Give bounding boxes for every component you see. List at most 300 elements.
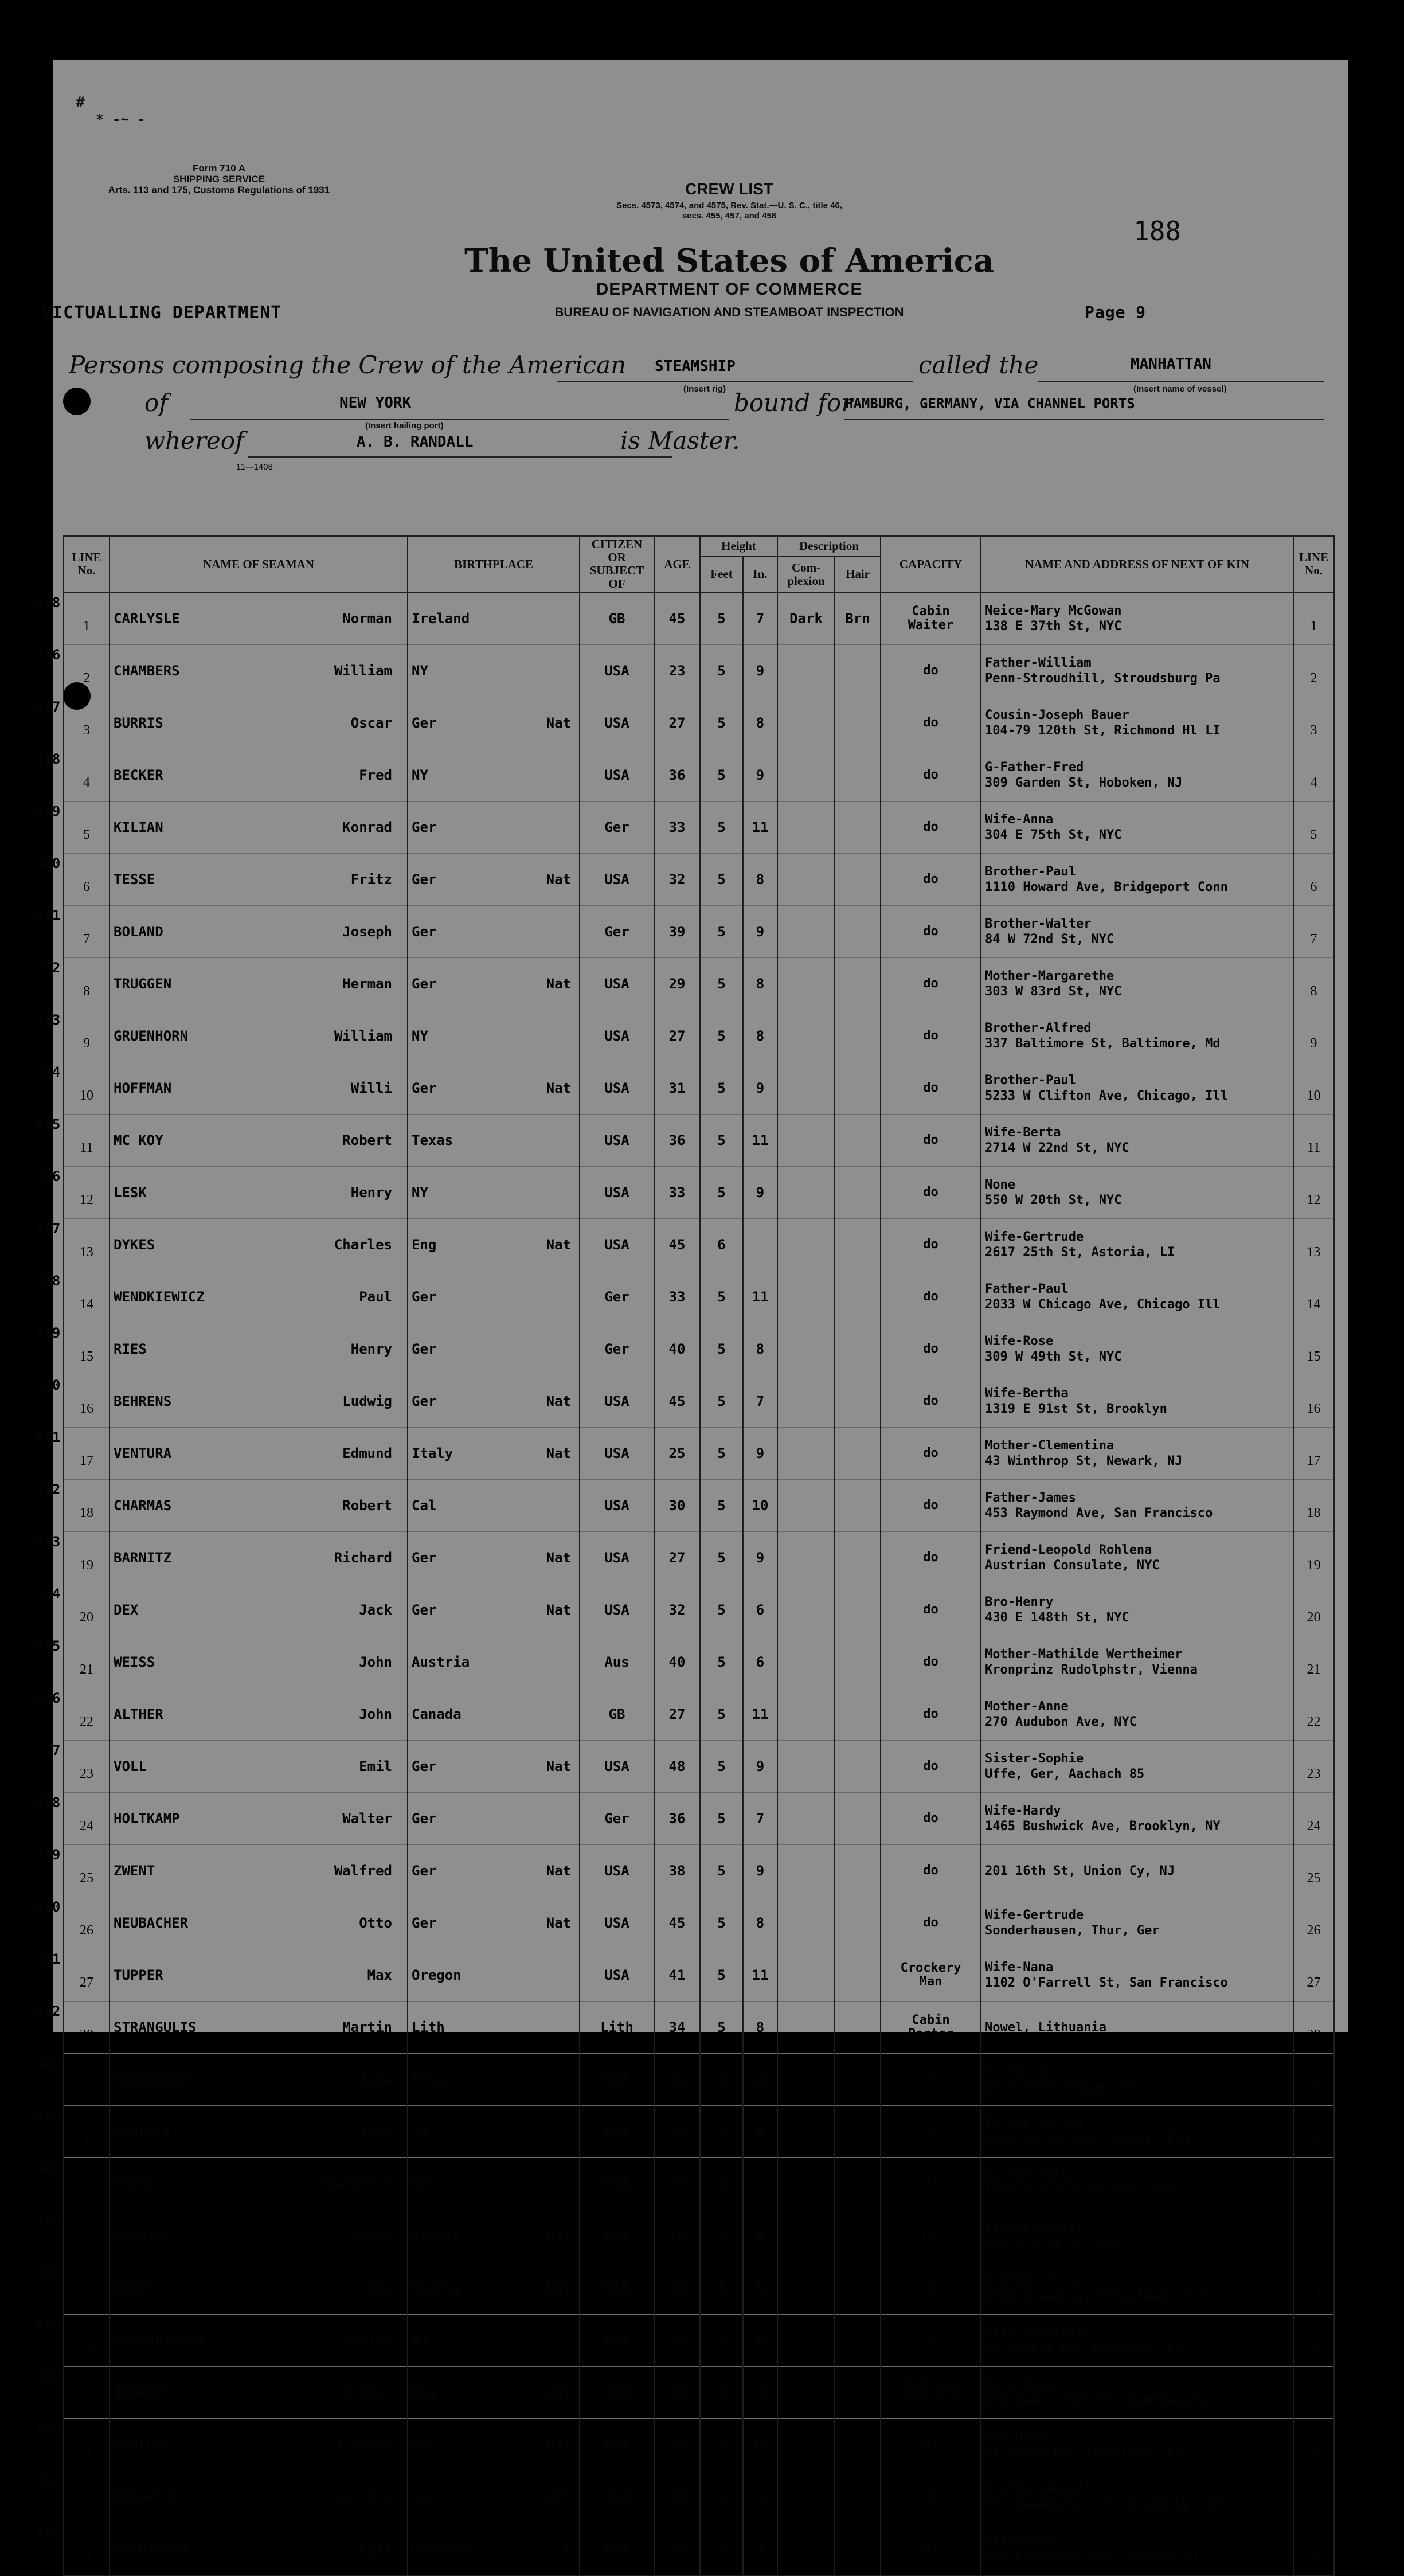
next-of-kin-line: Wife-Bertha <box>985 1386 1069 1401</box>
capacity: do <box>923 872 938 886</box>
crew-cell <box>835 2523 881 2576</box>
naturalized-flag: Nat <box>546 1080 571 1096</box>
capacity: do <box>923 1550 938 1565</box>
age: 45 <box>668 1393 686 1409</box>
line-number: 37 <box>80 2497 93 2512</box>
header-hair: Hair <box>835 556 881 592</box>
crew-cell <box>700 2419 743 2471</box>
crew-cell <box>36 1532 109 1584</box>
next-of-kin-line: 1338 SW 2nd Ave, Miami, Fla <box>985 2132 1190 2147</box>
crew-cell <box>700 1897 743 1949</box>
birthplace: Ger <box>412 871 437 888</box>
seaman-given-name: Robert <box>342 1132 392 1148</box>
height-inches: 8 <box>756 715 765 731</box>
height-feet: 5 <box>717 1445 726 1461</box>
crew-cell <box>835 2158 881 2210</box>
birthplace: Ger <box>412 1289 437 1305</box>
seaman-given-name: Wesley <box>342 2332 392 2348</box>
next-of-kin-line: Brother-August <box>985 2482 1092 2496</box>
crew-cell <box>700 1219 743 1271</box>
birthplace: Austria <box>412 1654 470 1670</box>
crew-cell <box>654 2054 700 2106</box>
seaman-surname: OERMANNS <box>114 2489 180 2505</box>
crew-cell <box>580 958 654 1010</box>
crew-cell <box>1293 1219 1334 1271</box>
crew-cell <box>981 2002 1293 2054</box>
crew-cell <box>580 2106 654 2158</box>
crew-cell <box>1293 802 1334 854</box>
crew-cell <box>743 1897 777 1949</box>
next-of-kin-line: Wife-Hardy <box>985 1804 1061 1818</box>
crew-cell <box>777 1480 835 1532</box>
seaman-surname: TUPPER <box>114 1967 163 1983</box>
crew-cell <box>743 2106 777 2158</box>
crew-cell <box>835 1636 881 1688</box>
next-of-kin-line: Wife-Nana <box>985 2534 1054 2548</box>
capacity: Cabin <box>912 2013 950 2027</box>
age: 23 <box>668 2176 686 2192</box>
crew-cell <box>777 1793 835 1845</box>
seaman-given-name: Richard <box>334 2437 392 2453</box>
crew-row <box>64 2210 1334 2262</box>
capacity: Crockery <box>900 1961 961 1975</box>
line-number: 18 <box>80 1506 93 1520</box>
capacity: do <box>923 2333 938 2347</box>
crew-cell <box>654 2315 700 2367</box>
crew-cell <box>580 1793 654 1845</box>
crew-cell <box>109 854 408 906</box>
birthplace: Ger <box>412 715 437 731</box>
citizenship: Ger <box>604 1811 629 1827</box>
whereof-label: whereof <box>144 427 244 455</box>
crew-cell <box>580 1480 654 1532</box>
crew-cell <box>36 1636 109 1688</box>
citizenship: Lith <box>600 2019 633 2035</box>
crew-cell <box>777 2315 835 2367</box>
crew-cell <box>981 1584 1293 1636</box>
crew-cell <box>835 1949 881 2002</box>
line-number: 9 <box>83 1036 90 1051</box>
line-number-right: 21 <box>1307 1662 1321 1677</box>
crew-cell <box>109 1845 408 1897</box>
hair: Brn <box>845 611 870 627</box>
entry-number: 425 <box>36 1116 61 1132</box>
next-of-kin-line: 243 Manor Farm Rd, Southampton <box>985 2393 1213 2407</box>
citizenship: USA <box>604 1393 629 1409</box>
line-number-right: 10 <box>1307 1088 1321 1103</box>
crew-cell <box>654 592 700 645</box>
line-number-right: 23 <box>1307 1766 1321 1781</box>
crew-cell <box>109 1271 408 1323</box>
seaman-given-name: Joseph <box>342 924 392 940</box>
citizenship: Aus <box>604 1654 629 1670</box>
crew-cell <box>881 1949 981 2002</box>
line-number-right: 36 <box>1307 2445 1321 2460</box>
crew-cell <box>109 802 408 854</box>
crew-cell <box>835 1167 881 1219</box>
line-number: 3 <box>83 723 90 738</box>
crew-cell <box>36 2106 109 2158</box>
bound-for-label: bound for <box>734 389 853 417</box>
crew-cell <box>743 1793 777 1845</box>
rig-value: STEAMSHIP <box>655 358 736 375</box>
crew-cell <box>36 1793 109 1845</box>
crew-cell <box>654 2210 700 2262</box>
height-inches: 10 <box>752 2437 769 2453</box>
naturalized-flag <box>571 2333 576 2348</box>
citizenship: USA <box>604 1863 629 1879</box>
crew-cell <box>36 697 109 749</box>
naturalized-flag <box>571 2124 576 2139</box>
crew-cell <box>777 1636 835 1688</box>
age: 32 <box>668 1602 686 1618</box>
entry-number: 424 <box>36 1064 61 1080</box>
crew-cell <box>881 1428 981 1480</box>
capacity: do <box>923 1916 938 1930</box>
crew-cell <box>109 2523 408 2576</box>
height-feet: 5 <box>717 2437 726 2453</box>
next-of-kin-line: Mother-Mathilde Wertheimer <box>985 1647 1183 1662</box>
crew-cell <box>881 1845 981 1897</box>
crew-cell <box>408 1219 580 1271</box>
birthplace: Ger <box>412 976 437 992</box>
crew-cell <box>700 1949 743 2002</box>
crew-row <box>64 2419 1334 2471</box>
citizenship: USA <box>604 1915 629 1931</box>
age: 40 <box>668 1654 686 1670</box>
crew-cell <box>654 2471 700 2523</box>
crew-cell <box>408 2158 580 2210</box>
seaman-given-name: Walfred <box>334 1863 392 1879</box>
crew-cell <box>408 1532 580 1584</box>
crew-cell <box>835 1532 881 1584</box>
seaman-surname: HANCOCK <box>114 2124 172 2140</box>
crew-cell <box>580 749 654 802</box>
height-inches: 7 <box>756 1811 765 1827</box>
crew-cell <box>835 1115 881 1167</box>
seaman-given-name: John <box>359 2071 392 2088</box>
citizenship: Ger <box>604 1341 629 1357</box>
age: 48 <box>668 2489 686 2505</box>
header-birthplace: BIRTHPLACE <box>408 536 580 592</box>
seaman-surname: CARLYSLE <box>114 611 180 627</box>
crew-cell <box>835 1010 881 1062</box>
port-underline <box>190 419 729 420</box>
line-number: 16 <box>80 1401 93 1416</box>
age: 38 <box>668 1863 686 1879</box>
crew-cell <box>408 2210 580 2262</box>
crew-list-title: CREW LIST <box>685 180 773 198</box>
seaman-surname: TESSE <box>114 871 155 888</box>
line-number-right: 6 <box>1310 879 1317 894</box>
age: 45 <box>668 2437 686 2453</box>
line-number: 1 <box>83 619 90 634</box>
crew-cell <box>1293 1584 1334 1636</box>
line-number: 29 <box>80 2079 93 2094</box>
citizenship: GB <box>608 1706 625 1722</box>
crew-cell <box>580 2002 654 2054</box>
line-number: 14 <box>80 1297 93 1312</box>
line-number-right: 30 <box>1307 2132 1321 2147</box>
line-number-right: 37 <box>1307 2497 1321 2512</box>
height-inches: 7 <box>756 611 765 627</box>
line-number-right: 11 <box>1307 1140 1321 1155</box>
capacity: do <box>923 820 938 834</box>
height-inches: 9 <box>756 1863 765 1879</box>
naturalized-flag: Nat <box>546 2228 571 2244</box>
next-of-kin-line: 2714 W 22nd St, NYC <box>985 1141 1129 1155</box>
crew-cell <box>700 1636 743 1688</box>
crew-row <box>64 2367 1334 2419</box>
seaman-surname: HARRINGTON <box>114 2071 197 2088</box>
line-number: 17 <box>80 1453 93 1468</box>
crew-cell <box>835 1897 881 1949</box>
entry-number: 440 <box>36 1899 61 1915</box>
capacity: do <box>923 1446 938 1460</box>
crew-cell <box>981 2054 1293 2106</box>
naturalized-flag <box>571 820 576 835</box>
next-of-kin-line: West Stockbridge, Mass <box>985 2080 1152 2094</box>
naturalized-flag: Nat <box>546 1445 571 1461</box>
crew-cell <box>654 1010 700 1062</box>
crew-cell <box>1293 854 1334 906</box>
crew-cell <box>700 2523 743 2576</box>
crew-cell <box>700 2315 743 2367</box>
called-the-label: called the <box>918 351 1039 379</box>
height-feet: 5 <box>717 2071 726 2088</box>
crew-row <box>64 1115 1334 1167</box>
crew-cell <box>1293 1010 1334 1062</box>
next-of-kin-line: 446 W 41st St, NYC <box>985 2237 1122 2251</box>
seaman-surname: WEISS <box>114 1654 155 1670</box>
line-number: 27 <box>80 1975 93 1990</box>
crew-cell <box>1293 2419 1334 2471</box>
birthplace: Eng <box>412 2385 437 2401</box>
crew-cell <box>580 2315 654 2367</box>
crew-cell <box>743 749 777 802</box>
crew-cell <box>700 749 743 802</box>
capacity: Steward <box>904 2392 957 2406</box>
line-number-right: 18 <box>1307 1506 1321 1520</box>
crew-cell <box>109 2002 408 2054</box>
crew-cell <box>580 1741 654 1793</box>
citizenship: USA <box>604 1967 629 1983</box>
crew-row <box>64 697 1334 749</box>
crew-cell <box>408 2054 580 2106</box>
height-inches: 11 <box>752 1132 769 1148</box>
next-of-kin-line: 453 Raymond Ave, San Francisco <box>985 1506 1213 1520</box>
age: 34 <box>668 2019 686 2035</box>
crew-cell <box>777 2419 835 2471</box>
line-number-right: 34 <box>1307 2340 1321 2355</box>
height-feet: 5 <box>717 1602 726 1618</box>
seaman-given-name: Richard <box>334 1550 392 1566</box>
next-of-kin-line: 41 Union Pl, Hempstead, LI <box>985 2445 1183 2460</box>
crew-cell <box>777 2471 835 2523</box>
crew-cell <box>743 1949 777 2002</box>
crew-cell <box>881 2158 981 2210</box>
capacity: do <box>923 1498 938 1512</box>
crew-row <box>64 1010 1334 1062</box>
crew-cell <box>700 854 743 906</box>
age: 45 <box>668 2541 686 2557</box>
vessel-underline <box>1038 381 1324 382</box>
height-feet: 5 <box>717 1915 726 1931</box>
seaman-given-name: Walter <box>342 1811 392 1827</box>
crew-cell <box>981 1845 1293 1897</box>
next-of-kin-line: 6543 Broadway, Cleveland, Ohio <box>985 2289 1213 2303</box>
capacity: do <box>923 2124 938 2139</box>
crew-cell <box>777 1115 835 1167</box>
height-inches: 9 <box>756 1758 765 1774</box>
crew-row <box>64 802 1334 854</box>
next-of-kin-line: Neice-Mary McGowan <box>985 604 1122 618</box>
citizenship: USA <box>604 663 629 679</box>
height-inches: 9 <box>756 924 765 940</box>
crew-cell <box>109 958 408 1010</box>
crew-cell <box>408 697 580 749</box>
crew-cell <box>700 1115 743 1167</box>
header-line-no: LINE No. <box>64 536 109 592</box>
height-inches: 6 <box>756 2332 765 2348</box>
age: 33 <box>668 1185 686 1201</box>
crew-cell <box>835 2367 881 2419</box>
seaman-given-name: Paul <box>359 1289 392 1305</box>
crew-cell <box>580 1897 654 1949</box>
crew-cell <box>654 2367 700 2419</box>
crew-cell <box>408 906 580 958</box>
crew-cell <box>1293 1688 1334 1741</box>
height-feet: 5 <box>717 1080 726 1096</box>
crew-cell <box>743 2054 777 2106</box>
crew-cell <box>580 2419 654 2471</box>
next-of-kin-line: Wife-Gertrude <box>985 1230 1084 1244</box>
crew-cell <box>743 1219 777 1271</box>
crew-cell <box>654 1375 700 1428</box>
crew-cell <box>36 1480 109 1532</box>
crew-cell <box>700 802 743 854</box>
country-heading: The United States of America <box>464 242 995 280</box>
crew-cell <box>743 1584 777 1636</box>
capacity: Bedroom <box>904 2378 957 2393</box>
crew-cell <box>408 1271 580 1323</box>
crew-cell <box>1293 1062 1334 1115</box>
crew-cell <box>109 749 408 802</box>
crew-cell <box>881 1897 981 1949</box>
entry-number: 443 <box>36 2055 61 2071</box>
seaman-surname: LESK <box>114 1185 147 1201</box>
crew-cell <box>408 2367 580 2419</box>
crew-cell <box>580 2210 654 2262</box>
crew-row <box>64 1793 1334 1845</box>
crew-row <box>64 958 1334 1010</box>
crew-cell <box>36 1167 109 1219</box>
crew-cell <box>835 645 881 697</box>
next-of-kin-line: Father-William <box>985 656 1092 670</box>
line-number: 6 <box>83 879 90 894</box>
form-regulations: Arts. 113 and 175, Customs Regulations of 1931 <box>108 185 330 196</box>
crew-cell <box>835 958 881 1010</box>
crew-cell <box>654 2262 700 2315</box>
vessel-value: MANHATTAN <box>1131 355 1211 373</box>
crew-row <box>64 2106 1334 2158</box>
height-feet: 5 <box>717 2124 726 2140</box>
seaman-surname: VENTURA <box>114 1445 172 1461</box>
height-inches: 9 <box>756 1550 765 1566</box>
line-number: 4 <box>83 775 90 790</box>
next-of-kin-line: 1319 E 91st St, Brooklyn <box>985 1402 1167 1416</box>
height-inches: 11 <box>752 1706 769 1722</box>
entry-number: 430 <box>36 1377 61 1393</box>
birthplace: Ger <box>412 1602 437 1618</box>
next-of-kin-line: Wife-Nana <box>985 1960 1054 1975</box>
crew-cell <box>835 592 881 645</box>
seaman-given-name: Konrad <box>342 819 392 835</box>
crew-cell <box>700 1167 743 1219</box>
naturalized-flag: Nat <box>546 1758 571 1774</box>
crew-cell <box>580 2158 654 2210</box>
seaman-surname: MARATOS <box>114 2228 172 2244</box>
seaman-given-name: Emil <box>359 1758 392 1774</box>
naturalized-flag: t <box>562 2541 571 2557</box>
crew-cell <box>981 1271 1293 1323</box>
crew-cell <box>109 1688 408 1741</box>
crew-cell <box>654 2419 700 2471</box>
header-inches: In. <box>743 556 777 592</box>
crew-cell <box>36 749 109 802</box>
crew-cell <box>777 2158 835 2210</box>
crew-cell <box>700 1323 743 1375</box>
height-feet: 5 <box>717 1550 726 1566</box>
crew-cell <box>881 592 981 645</box>
crew-cell <box>1293 906 1334 958</box>
seaman-given-name: Fritz <box>350 871 392 888</box>
crew-cell <box>654 1323 700 1375</box>
crew-row <box>64 592 1334 645</box>
crew-cell <box>777 2367 835 2419</box>
citizenship: Ger <box>604 1289 629 1305</box>
height-inches: 10 <box>752 1498 769 1514</box>
height-feet: 5 <box>717 1289 726 1305</box>
entry-number: 423 <box>36 1012 61 1028</box>
line-number-right: 22 <box>1307 1714 1321 1729</box>
crew-cell <box>881 1115 981 1167</box>
crew-row <box>64 1428 1334 1480</box>
next-of-kin-line: Sonderhausen, Thur, Ger <box>985 1924 1160 1938</box>
crew-cell <box>777 1167 835 1219</box>
crew-cell <box>700 1375 743 1428</box>
crew-cell <box>408 1428 580 1480</box>
crew-cell <box>36 2210 109 2262</box>
next-of-kin-line: 430 E 148th St, NYC <box>985 1611 1129 1625</box>
crew-cell <box>1293 2002 1334 2054</box>
line-number-right: 17 <box>1307 1453 1321 1468</box>
birthplace: Ireland <box>412 611 470 627</box>
crew-cell <box>700 2367 743 2419</box>
height-inches: 9 <box>756 1445 765 1461</box>
crew-cell <box>408 645 580 697</box>
birthplace: Ger <box>412 2489 437 2505</box>
crew-cell <box>109 1949 408 2002</box>
crew-cell <box>408 1584 580 1636</box>
height-inches: 11 <box>752 1289 769 1305</box>
crew-cell <box>777 1532 835 1584</box>
height-inches: 11 <box>752 1967 769 1983</box>
crew-row <box>64 2315 1334 2367</box>
line-number-right: 20 <box>1307 1610 1321 1625</box>
entry-number: 450 <box>36 2421 61 2437</box>
crew-cell <box>408 1115 580 1167</box>
